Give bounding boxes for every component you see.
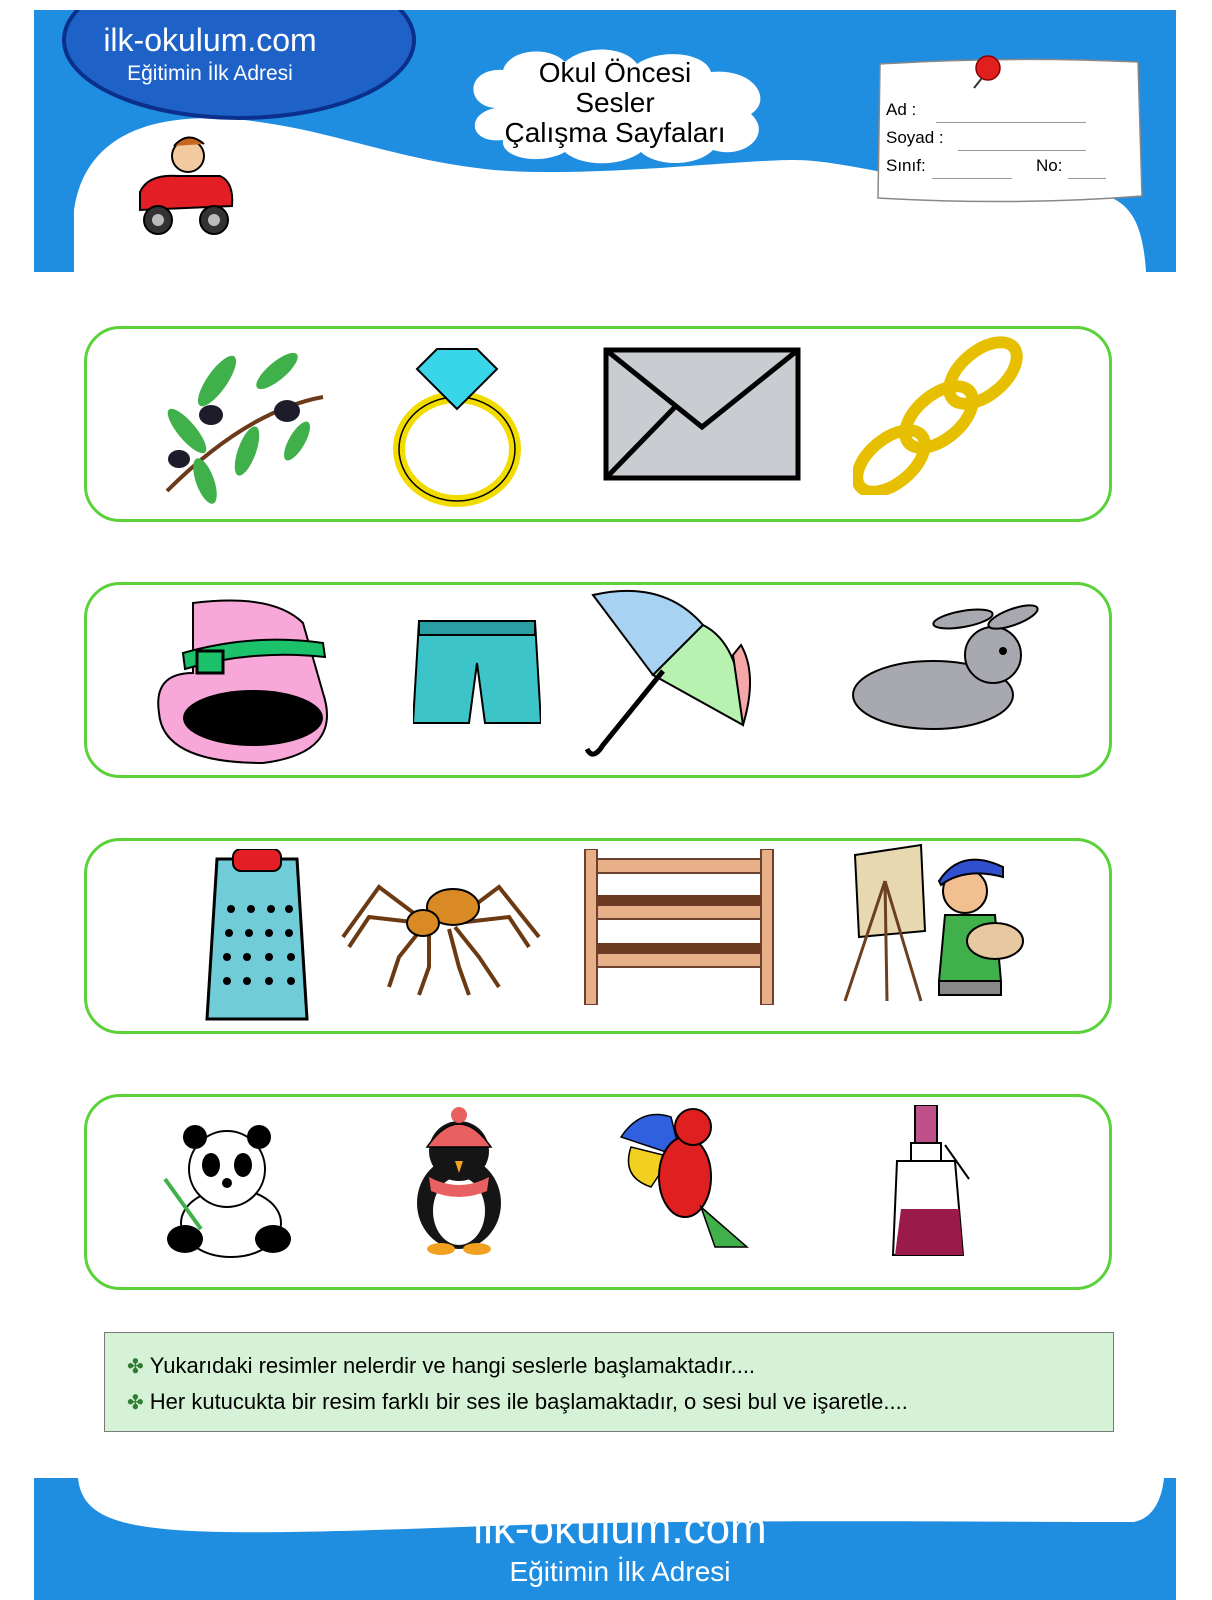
grater-icon (197, 849, 317, 1025)
nail-polish-icon (889, 1105, 975, 1265)
envelope-icon (603, 347, 801, 481)
shorts-icon (413, 613, 541, 733)
chain-icon (853, 335, 1023, 495)
footer-tagline: Eğitimin İlk Adresi (509, 1556, 731, 1587)
push-pin-icon (970, 52, 1010, 92)
logo-title: ilk-okulum.com (103, 22, 317, 58)
clover-bullet-icon: ✤ (127, 1356, 144, 1378)
name-label: Ad : (886, 100, 917, 119)
class-line (932, 178, 1012, 179)
umbrella-icon (583, 585, 763, 765)
title-line-1: Okul Öncesi (538, 57, 692, 88)
olive-branch-icon (157, 341, 327, 511)
instruction-1 (127, 1353, 755, 1379)
picture-row-1 (84, 326, 1112, 522)
instruction-2 (127, 1389, 908, 1415)
number-line (1068, 178, 1106, 179)
picture-row-2 (84, 582, 1112, 778)
number-label: No: (1036, 156, 1063, 175)
title-line-3: Çalışma Sayfaları (504, 117, 726, 148)
car-kid-icon (128, 130, 240, 246)
title-line-2: Sesler (575, 87, 655, 118)
logo-tagline: Eğitimin İlk Adresi (127, 62, 293, 85)
surname-line (958, 150, 1086, 151)
penguin-icon (397, 1107, 521, 1257)
picture-row-4 (84, 1094, 1112, 1290)
instructions-box (104, 1332, 1114, 1432)
panda-icon (161, 1119, 293, 1259)
rabbit-icon (843, 603, 1043, 753)
footer-site: ilk-okulum.com (473, 1504, 767, 1553)
picture-row-3 (84, 838, 1112, 1034)
spider-icon (339, 867, 547, 997)
instruction-1-text: Yukarıdaki resimler nelerdir ve hangi seslerle başlamaktadır.... (149, 1353, 756, 1378)
parrot-icon (611, 1097, 751, 1257)
name-line (936, 122, 1086, 123)
surname-label: Soyad : (886, 128, 944, 147)
hat-icon (153, 593, 343, 773)
bunk-bed-icon (581, 849, 777, 1005)
clover-bullet-icon: ✤ (127, 1392, 144, 1414)
painter-icon (835, 841, 1031, 1007)
instruction-2-text: Her kutucukta bir resim farklı bir ses ile başlamaktadır, o sesi bul ve işaretle.... (149, 1389, 908, 1414)
thought-bubbles (236, 150, 376, 220)
diamond-ring-icon (377, 329, 537, 509)
class-label: Sınıf: (886, 156, 926, 175)
